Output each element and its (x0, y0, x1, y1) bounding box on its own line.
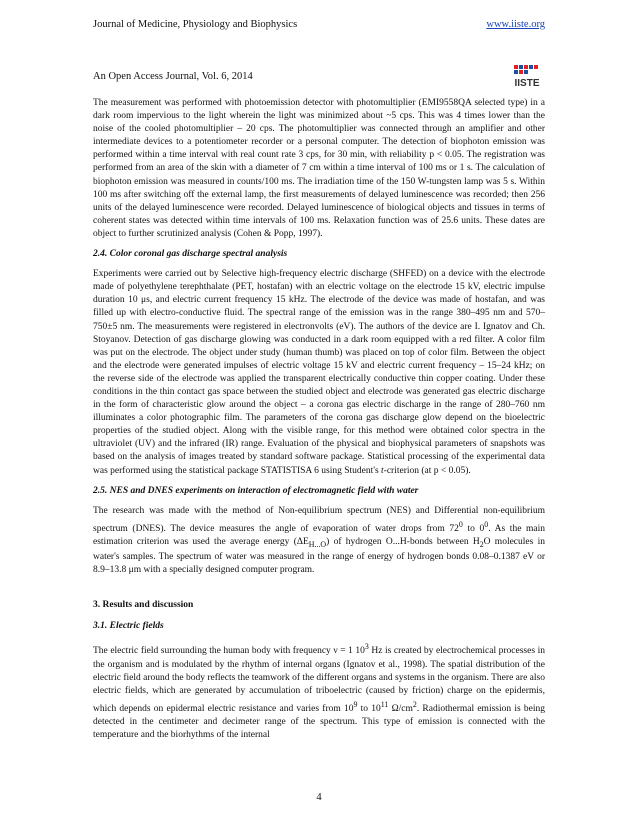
logo-square-blue-3 (514, 70, 518, 74)
page-number: 4 (316, 792, 322, 803)
paragraph-electric-fields: The electric field surrounding the human body with frequency ν = 1 $10^3$ Hz is created by electrochemical processes in the organism and is modulated by the rhythm of internal organs (Ignatov et al., 1998). The spatial distribution of the electric field around the body reflects the teamwork of the different organs and systems in the organism. There are also electric fields, which are generated by accumulation of triboelectric (caused by friction) charge on the epidermis, which depends on epidermal electric resistance and varies from $10^9$ to $10^{11}$ $\Omega/cm^2$. Radiothermal emission is being detected in the centimeter and decimeter range of the spectrum. This type of emission is connected with the temperature and the biorhythms of the internal (93, 642, 545, 741)
paragraph-gas-discharge: Experiments were carried out by Selective high-frequency electric discharge (SHFED) on a device with the electrode made of polyethylene terephthalate (PET, hostafan) with an electric voltage on the electrode 15 kV, electric impulse duration 10 μs, and electric current frequency 15 kHz. The electrode of the device was made of hostafan, and was filled up with electro-conductive fluid. The spectral range of the emission was in the range 380–495 nm and 570–750±5 nm. The measurements were registered in electronvolts (eV). The authors of the device are I. Ignatov and Ch. Stoyanov. Detection of gas discharge glowing was conducted in a dark room equipped with a red filter. A color film was put on the electrode. The object under study (human thumb) was placed on top of color film. Between the object and the electrode were generated impulses of electric voltage 15 kV and electric current frequency – 15–24 kHz; on the reverse side of the electrode was applied the transparent electrically conductive thin copper coating. Under these conditions in the thin contact gas space between the studied object and electrode was generated gas electric discharge in the form of characteristic glow around the object – a corona gas electric discharge in the range of 280–760 nm illuminates a color photographic film. The parameters of the corona gas discharge glow depend on the bioelectric properties of the studied object. Along with the visible range, for this method were obtained color spectra in the ultraviolet (UV) and the infrared (IR) range. Evaluation of the physical and biophysical parameters of snapshots was based on the analysis of images treated by standard software package. Statistical processing of the experimental data was performed using the statistical package STATISTISA 6 using Student's t-criterion (at p < 0.05). (93, 269, 545, 476)
logo-square-red-3 (534, 65, 538, 69)
logo-square-red-1 (514, 65, 518, 69)
journal-subtitle: An Open Access Journal, Vol. 6, 2014 (93, 71, 253, 82)
logo-square-red-4 (519, 70, 523, 74)
logo-square-blue-2 (529, 65, 533, 69)
heading-2-4: 2.4. Color coronal gas discharge spectral analysis (93, 249, 288, 260)
journal-url-link[interactable]: www.iiste.org (486, 19, 545, 30)
heading-3-results: 3. Results and discussion (93, 600, 194, 611)
journal-title: Journal of Medicine, Physiology and Biophysics (93, 19, 298, 30)
logo-square-red-2 (524, 65, 528, 69)
paragraph-nes-dnes: The research was made with the method of Non-equilibrium spectrum (NES) and Differential non-equilibrium spectrum (DNES). The device measures the angle of evaporation of water drops from $72^0$ to $0^0$. As the main estimation criterion was used the average energy $(\Delta E_{H...O})$ of hydrogen O...H-bonds between $H_2O$ molecules in water's samples. The spectrum of water was measured in the range of energy of hydrogen bonds 0.08–0.1387 eV or 8.9–13.8 μm with a specially designed computer program. (93, 505, 546, 576)
heading-2-5: 2.5. NES and DNES experiments on interaction of electromagnetic field with water (93, 485, 419, 496)
heading-3-1: 3.1. Electric fields (93, 621, 164, 632)
iiste-logo (512, 64, 542, 90)
logo-square-blue-1 (519, 65, 523, 69)
article-body (93, 97, 545, 749)
logo-text: IISTE (514, 78, 540, 89)
logo-square-blue-4 (524, 70, 528, 74)
paragraph-biophoton-measurement: The measurement was performed with photoemission detector with photomultiplier (EMI9558QA selected type) in a dark room impervious to the light wherein the light was minimized about ~5 cps. This was 4 times lower than the noise of the cooled photomultiplier – 20 cps. The photomultiplier was connected through an amplifier and other intermediate devices to a potentiometer recorder or a personal computer. The detection of biophoton emission was performed within a time interval with real count rate 3 cps, for 30 min, with reliability p < 0.05. The registration was performed from an area of the skin with a diameter of 7 cm within a time interval of 100 ms or 1 s. The calculation of biophoton emission was measured in counts/100 ms. The irradiation time of the 150 W-tungsten lamp was 5 s. Within 100 ms after switching off the external lamp, the first measurements of delayed luminescence was recorded; then 256 units of the delayed luminescence were recorded. Delayed luminescence of biological objects and tissues in terms of coherent states was detected within time intervals of 100 ms. Relaxation function was of 25.6 units. These dates are object to further scrutinized analysis (Cohen & Popp, 1997). (93, 98, 545, 239)
